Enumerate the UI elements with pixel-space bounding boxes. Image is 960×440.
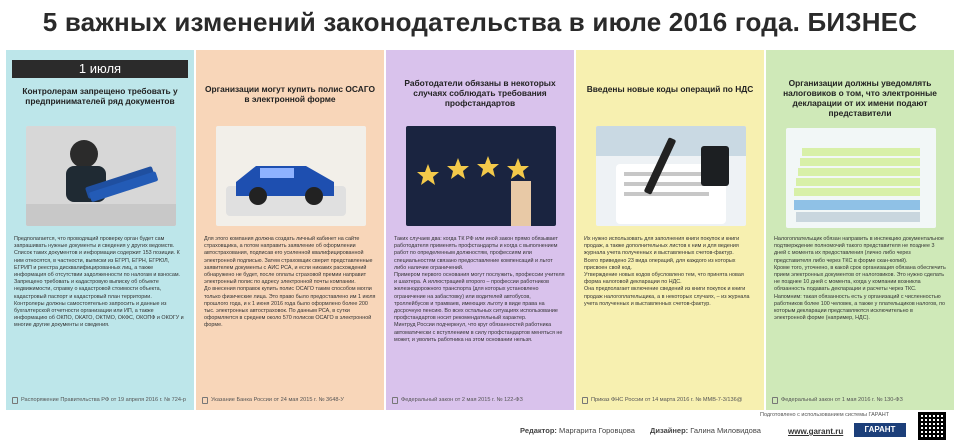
column-3-source: [392, 397, 568, 404]
column-1-photo: [26, 126, 176, 226]
footer-note: Подготовлено с использованием системы ГАРАНТ: [760, 412, 890, 418]
column-4-source-text: Приказ ФНС России от 14 марта 2016 г. № ММВ-7-3/136@: [591, 397, 743, 403]
editor-label: Редактор:: [520, 426, 557, 435]
document-icon: [772, 397, 778, 404]
column-5-body: Налогоплательщик обязан направить в инспекцию документальное подтверждение полномочий такого представителя не позднее 3 дней с момента их предоставления (лично либо через представителя либо через ТКС в форме скан-копий). Кроме того, уточнено, в какой срок организация обязана обеспечить прием электронных документов от налоговиков. Это нужно сделать не позднее 10 дней с момента, когда у компании возникла обязанность подавать декларации и расчеты через ТКС. Напомним: такая обязанность есть у организаций с численностью работников более 100 человек, а также у плательщиков налогов, по которым декларации представляются исключительно в электронной форме (например, НДС).: [774, 236, 946, 322]
column-5-photo: [786, 128, 936, 228]
column-5-title: Организации должны уведомлять налоговиков о том, что электронные декларации от их имени подают представители: [783, 78, 937, 118]
designer-label: Дизайнер:: [650, 426, 689, 435]
document-icon: [202, 397, 208, 404]
column-3: [386, 50, 574, 410]
column-1-body: Предполагается, что проводящий проверку орган будет сам запрашивать нужные документы и сведения у других ведомств. Список таких документов и информации содержит 153 позиции. К ним относятся, в частности, выписки из ЕГРП, ЕГРН, ЕГРЮЛ, ЕГРИП и реестра дисквалифицированных лиц, а также информация об отсутствии задолженности по налогам и взносам. Запрещено требовать и кадастровую выписку об объекте недвижимости, справку о кадастровой стоимости объекта, кадастровый паспорт и кадастровый план территории. Контролеры должны самостоятельно запросить и данные из бухгалтерской отчетности организации или ИП, а также информацию об ОКПО, ОКАТО, ОКТМО, ОКФС, ОКОПФ и ОКОГУ и многие другие документы и сведения.: [14, 236, 184, 329]
column-3-source-text: Федеральный закон от 2 мая 2015 г. № 122-ФЗ: [401, 397, 523, 403]
column-3-photo: [406, 126, 556, 226]
column-1-source-text: Распоряжение Правительства РФ от 19 апреля 2016 г. № 724-р: [21, 397, 186, 403]
qr-code: [918, 412, 946, 440]
document-icon: [582, 397, 588, 404]
footer-editor: [520, 426, 635, 435]
columns: [6, 50, 954, 410]
footer: [0, 410, 960, 440]
column-2-source: [202, 397, 378, 404]
document-icon: [12, 397, 18, 404]
column-2-body: Для этого компания должна создать личный кабинет на сайте страховщика, а потом направить заявление об оформлении автострахования, подписав его усиленной квалифицированной электронной подписью. Затем страховщик сверит представленные заявителем документы с АИС РСА, и если никаких расхождений обнаружено не будет, после оплаты страховой премии направит электронный полис по адресу электронной почты компании. До внесения поправок купить полис ОСАГО таким способом могли только физические лица. Это право было предоставлено им 1 июля прошлого года, и к 1 июня 2016 года было оформлено более 200 тыс. электронных автостраховок. По данным РСА, в сутки оформляется в среднем около 570 полисов ОСАГО в электронной форме.: [204, 236, 376, 329]
column-2-photo: [216, 126, 366, 226]
column-4: [576, 50, 764, 410]
document-icon: [392, 397, 398, 404]
column-5-source: [772, 397, 948, 404]
column-4-body: Их нужно использовать для заполнения книги покупок и книги продаж, а также дополнительных листов к ним и для ведения журнала учета полученных и выставленных счетов-фактур. Всего приведено 23 вида операций, для каждого из которых присвоен свой код. Утверждение новых кодов обусловлено тем, что принята новая форма налоговой декларации по НДС. Она предполагает включение сведений из книги покупок и книги продаж налогоплательщика, а в некоторых случаях, – из журнала учета полученных и выставленных счетов-фактур.: [584, 236, 750, 307]
designer-name: Галина Миловидова: [690, 426, 761, 435]
column-4-title: Введены новые коды операций по НДС: [586, 84, 754, 94]
column-4-photo: [596, 126, 746, 226]
column-3-body: Таких случаев два: когда ТК РФ или иной закон прямо обязывает работодателя применять профстандарты и когда с выполнением работ по определенным должностям, профессиям или специальностям связано предоставление компенсаций и льгот либо наличие ограничений. Примером первого основания могут послужить, профессии учителя и шахтера. А иллюстрацией второго – профессии работников железнодорожного транспорта (для которых установлено ограничение на забастовку) или водителей автобусов, троллейбусов и трамваев, имеющих льготу в виде права на досрочную пенсию. Во всех остальных ситуациях использование профстандартов носит рекомендательный характер. Минтруд России подчеркнул, что круг обязанностей работника автоматически с вступлением в силу профстандартов меняться не может, и уволить работника на этом основании нельзя.: [394, 236, 565, 343]
date-label: 1 июля: [12, 60, 188, 78]
column-2: [196, 50, 384, 410]
column-2-source-text: Указание Банка России от 24 мая 2015 г. № 3648-У: [211, 397, 344, 403]
column-1-source: [12, 397, 188, 404]
column-1: [6, 50, 194, 410]
column-1-title: Контролерам запрещено требовать у предпринимателей ряд документов: [22, 86, 178, 106]
site-link[interactable]: www.garant.ru: [788, 427, 844, 436]
column-5-source-text: Федеральный закон от 1 мая 2016 г. № 130-ФЗ: [781, 397, 903, 403]
column-5: [766, 50, 954, 410]
column-3-title: Работодатели обязаны в некоторых случаях соблюдать требования профстандартов: [404, 78, 556, 108]
column-4-source: [582, 397, 758, 404]
garant-logo: ГАРАНТ: [854, 423, 906, 437]
page-title: 5 важных изменений законодательства в июле 2016 года. БИЗНЕС: [42, 7, 918, 37]
footer-designer: [650, 426, 761, 435]
column-2-title: Организации могут купить полис ОСАГО в электронной форме: [205, 84, 375, 104]
editor-name: Маргарита Горовцова: [559, 426, 635, 435]
